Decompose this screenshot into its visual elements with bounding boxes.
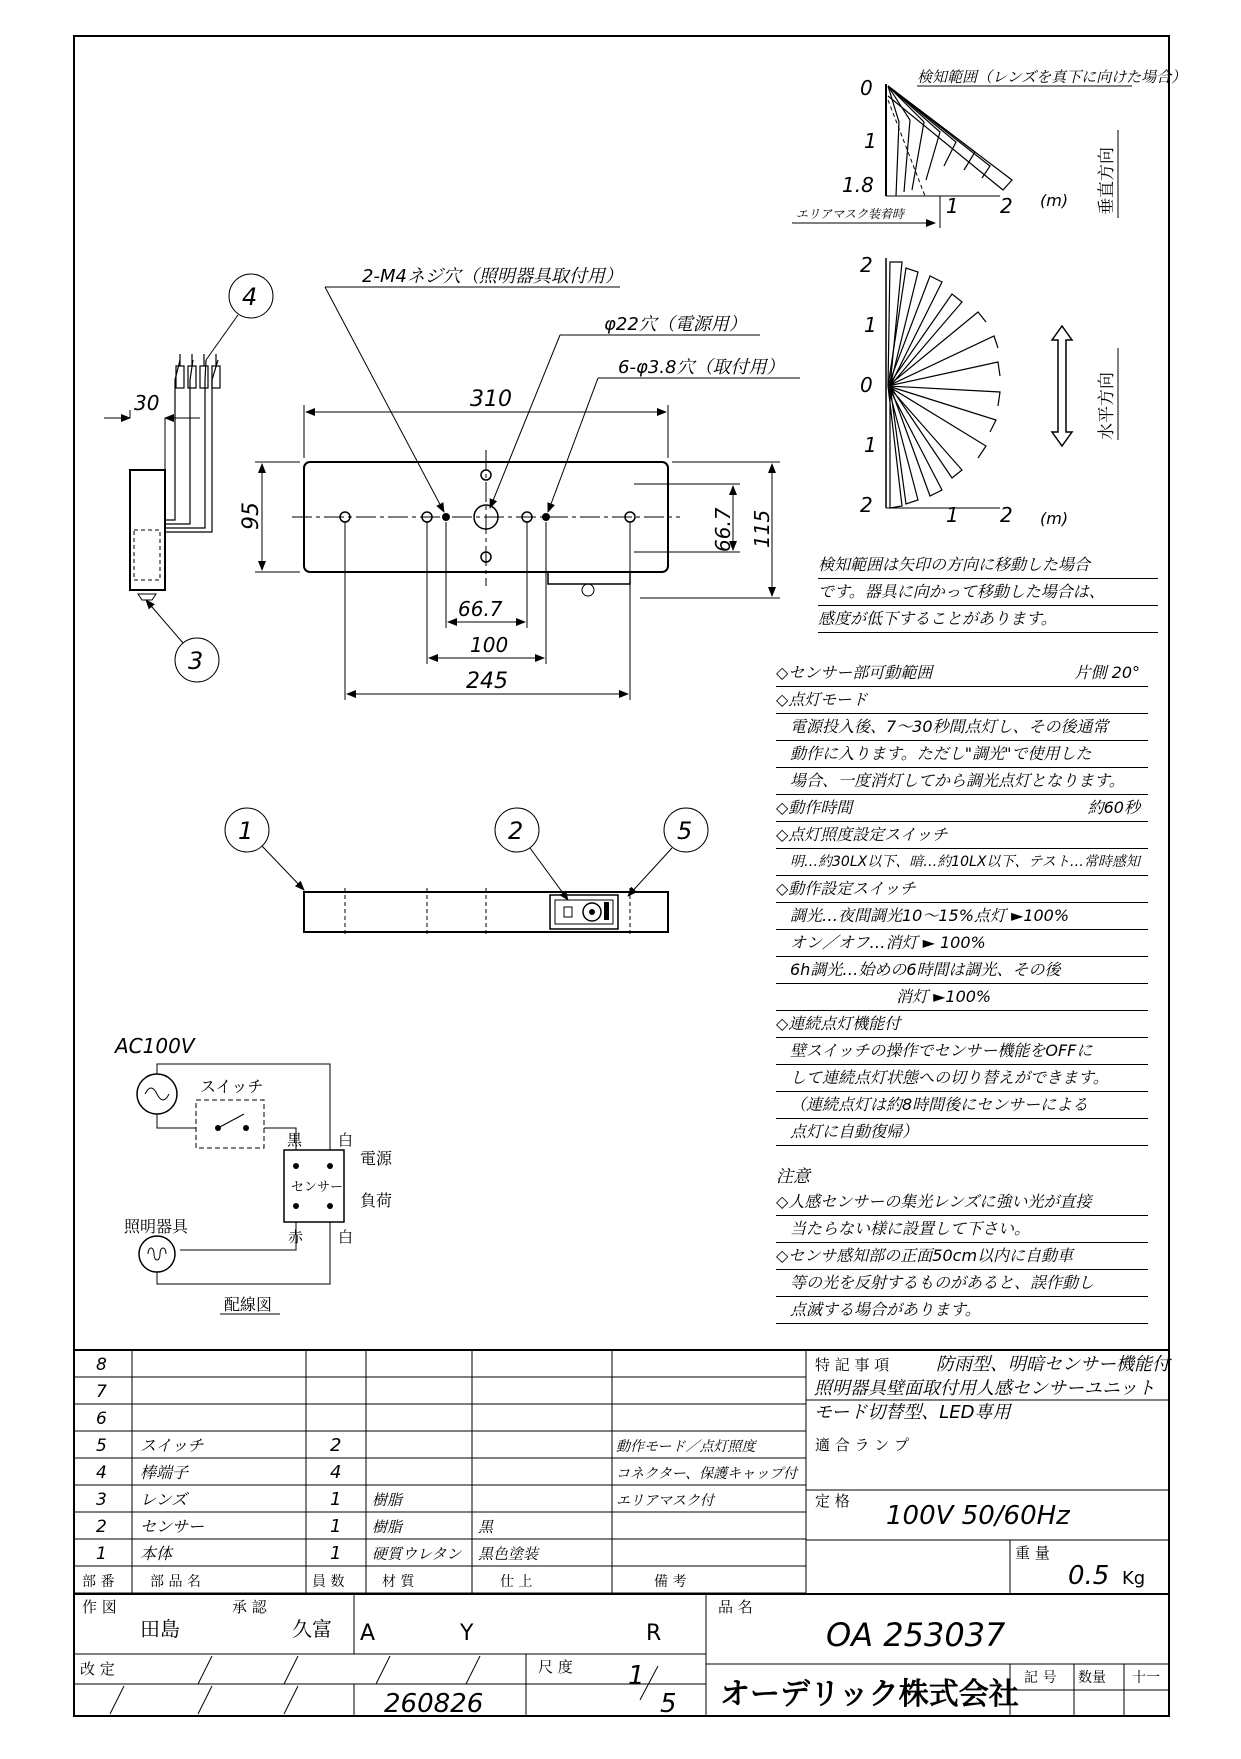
continuous-label: ◇連続点灯機能付 bbox=[776, 1011, 1148, 1038]
lead-wires bbox=[165, 354, 220, 532]
bidirectional-arrow-icon bbox=[1052, 326, 1072, 446]
table-cell-no: 8 bbox=[96, 1355, 107, 1375]
caution-notes bbox=[776, 1165, 1148, 1324]
desc-line1: 照明器具壁面取付用人感センサーユニット bbox=[814, 1378, 1156, 1399]
table-header-cell: 部 番 bbox=[82, 1574, 115, 1590]
table-cell-no: 5 bbox=[96, 1436, 107, 1456]
table-cell-name: スイッチ bbox=[140, 1436, 204, 1455]
sensor-label: センサー bbox=[291, 1180, 344, 1195]
caution-line: 点滅する場合があります。 bbox=[776, 1297, 1148, 1324]
table-cell-remark: コネクター、保護キャップ付 bbox=[616, 1466, 798, 1482]
special-value: 防雨型、明暗センサー機能付 bbox=[936, 1354, 1170, 1375]
light-mode-label: ◇点灯モード bbox=[776, 687, 1148, 714]
white-wire-top-label: 白 bbox=[338, 1131, 354, 1149]
wiring-caption: 配線図 bbox=[224, 1295, 273, 1314]
detect-note-line: 検知範囲は矢印の方向に移動した場合 bbox=[818, 552, 1158, 579]
dim-66-7-vertical: 66.7 bbox=[711, 507, 735, 552]
vertical-direction-label: 垂直方向 bbox=[1097, 147, 1117, 215]
horiz-x-tick-2: 2 bbox=[1000, 503, 1013, 527]
sensor-range-row bbox=[776, 660, 1148, 687]
caution-line: 当たらない様に設置して下さい。 bbox=[776, 1216, 1148, 1243]
callout-power-hole: φ22穴（電源用） bbox=[604, 314, 747, 335]
ac100v-label: AC100V bbox=[115, 1034, 195, 1058]
balloon-5: 5 bbox=[677, 817, 693, 845]
vertical-detection-sectors bbox=[888, 86, 1012, 196]
op-switch-line: 調光…夜間調光10～15%点灯 ►100% bbox=[776, 903, 1148, 930]
table-cell-remark: 動作モード／点灯照度 bbox=[616, 1439, 756, 1455]
table-cell-no: 4 bbox=[96, 1463, 107, 1483]
front-view bbox=[239, 266, 800, 700]
symbol-label: 記 号 bbox=[1024, 1670, 1057, 1686]
table-cell-no: 6 bbox=[96, 1409, 107, 1429]
table-cell-material: 樹脂 bbox=[372, 1491, 403, 1509]
spec-notes bbox=[776, 660, 1148, 1146]
lux-switch-label: ◇点灯照度設定スイッチ bbox=[776, 822, 1148, 849]
scale-numerator: 1 bbox=[628, 1661, 645, 1691]
vert-tick-1: 1 bbox=[864, 129, 877, 153]
horiz-tick-1-top: 1 bbox=[864, 313, 877, 337]
table-cell-name: 棒端子 bbox=[140, 1463, 189, 1482]
light-mode-line: 場合、一度消灯してから調光点灯となります。 bbox=[776, 768, 1148, 795]
sensor-range-value: 片側 20° bbox=[1074, 663, 1140, 682]
special-label: 特 記 事 項 bbox=[815, 1356, 890, 1374]
table-header-cell: 仕 上 bbox=[500, 1574, 533, 1590]
table-header-cell: 材 質 bbox=[382, 1574, 415, 1590]
lamp-label: 適 合 ラ ン プ bbox=[815, 1436, 910, 1454]
op-switch-label: ◇動作設定スイッチ bbox=[776, 876, 1148, 903]
light-mode-line: 電源投入後、7～30秒間点灯し、その後通常 bbox=[776, 714, 1148, 741]
horizontal-direction-label: 水平方向 bbox=[1097, 372, 1117, 440]
approved-label: 承 認 bbox=[232, 1598, 267, 1616]
continuous-line: （連続点灯は約8時間後にセンサーによる bbox=[776, 1092, 1148, 1119]
quantity-value: 十一 bbox=[1132, 1670, 1160, 1686]
drawn-label: 作 図 bbox=[82, 1598, 117, 1616]
horiz-unit: (m) bbox=[1040, 509, 1069, 528]
horiz-tick-0: 0 bbox=[860, 373, 873, 397]
op-time-row bbox=[776, 795, 1148, 822]
load-label: 負荷 bbox=[360, 1191, 393, 1210]
dim-100: 100 bbox=[470, 633, 509, 657]
red-wire-label: 赤 bbox=[288, 1228, 304, 1246]
bottom-view bbox=[225, 808, 708, 936]
white-wire-bottom-label: 白 bbox=[338, 1228, 354, 1246]
op-switch-line: 6h調光…始めの6時間は調光、その後 bbox=[776, 957, 1148, 984]
balloon-4: 4 bbox=[242, 283, 258, 311]
continuous-line: して連続点灯状態への切り替えができます。 bbox=[776, 1065, 1148, 1092]
rating-label: 定 格 bbox=[815, 1492, 850, 1510]
spec-block bbox=[814, 1354, 1172, 1591]
switch-label: スイッチ bbox=[200, 1077, 264, 1096]
table-cell-name: センサー bbox=[140, 1517, 205, 1536]
product-label: 品 名 bbox=[718, 1598, 753, 1616]
horiz-x-tick-1: 1 bbox=[946, 503, 959, 527]
table-cell-qty: 4 bbox=[330, 1462, 342, 1483]
vert-tick-0: 0 bbox=[860, 76, 873, 100]
desc-line2: モード切替型、LED専用 bbox=[814, 1402, 1011, 1423]
horizontal-detection-diagram bbox=[860, 253, 1118, 528]
detect-note-line: 感度が低下することがあります。 bbox=[818, 606, 1158, 633]
detect-note-line: です。器具に向かって移動した場合は、 bbox=[818, 579, 1158, 606]
approved-by: 久富 bbox=[292, 1617, 332, 1641]
sensor-range-label: ◇センサー部可動範囲 bbox=[776, 663, 933, 682]
table-cell-qty: 2 bbox=[330, 1435, 342, 1456]
fixture-label: 照明器具 bbox=[124, 1217, 189, 1236]
side-view bbox=[104, 274, 273, 682]
title-block bbox=[80, 1598, 1160, 1719]
dim-66-7-horizontal: 66.7 bbox=[458, 597, 503, 621]
horizontal-detection-sectors bbox=[888, 262, 1000, 508]
table-cell-finish: 黒 bbox=[478, 1518, 494, 1536]
vert-unit: (m) bbox=[1040, 191, 1069, 210]
caution-line: ◇人感センサーの集光レンズに強い光が直接 bbox=[776, 1189, 1148, 1216]
revision-r: R bbox=[646, 1621, 662, 1646]
horiz-tick-2-top: 2 bbox=[860, 253, 873, 277]
mount-holes bbox=[340, 470, 635, 562]
revision-label: 改 定 bbox=[80, 1660, 115, 1678]
caution-line: 等の光を反射するものがあると、誤作動し bbox=[776, 1270, 1148, 1297]
table-header-cell: 部 品 名 bbox=[150, 1574, 201, 1590]
op-switch-line: 消灯 ►100% bbox=[776, 984, 1148, 1011]
caution-title: 注意 bbox=[776, 1167, 810, 1187]
dim-310: 310 bbox=[470, 387, 512, 412]
table-cell-no: 2 bbox=[96, 1517, 107, 1537]
op-time-value: 約60秒 bbox=[1087, 798, 1140, 817]
horiz-tick-1-bottom: 1 bbox=[864, 433, 877, 457]
product-number: OA 253037 bbox=[826, 1616, 1006, 1654]
scale-label: 尺 度 bbox=[538, 1658, 573, 1676]
detection-note bbox=[818, 552, 1158, 633]
parts-table bbox=[82, 1355, 799, 1590]
dim-115: 115 bbox=[750, 509, 774, 548]
table-cell-name: レンズ bbox=[140, 1490, 188, 1509]
rating-value: 100V 50/60Hz bbox=[886, 1501, 1070, 1531]
op-switch-line: オン／オフ…消灯 ► 100% bbox=[776, 930, 1148, 957]
quantity-label: 数量 bbox=[1078, 1670, 1106, 1686]
black-wire-label: 黒 bbox=[287, 1131, 303, 1149]
vertical-diagram-title: 検知範囲（レンズを真下に向けた場合） bbox=[917, 68, 1187, 86]
company-name: オーデリック株式会社 bbox=[720, 1677, 1019, 1712]
table-cell-remark: エリアマスク付 bbox=[616, 1493, 714, 1509]
table-cell-qty: 1 bbox=[330, 1543, 342, 1564]
table-cell-no: 1 bbox=[96, 1544, 107, 1564]
balloon-3: 3 bbox=[188, 647, 204, 675]
table-cell-no: 7 bbox=[96, 1382, 107, 1402]
dim-95: 95 bbox=[239, 502, 264, 530]
table-cell-no: 3 bbox=[96, 1490, 107, 1510]
balloon-2: 2 bbox=[508, 817, 524, 845]
revision-a: A bbox=[360, 1621, 376, 1646]
table-cell-qty: 1 bbox=[330, 1516, 342, 1537]
table-cell-qty: 1 bbox=[330, 1489, 342, 1510]
dim-245: 245 bbox=[466, 669, 508, 694]
balloon-1: 1 bbox=[238, 817, 254, 845]
power-label: 電源 bbox=[360, 1149, 393, 1168]
weight-unit: Kg bbox=[1122, 1568, 1146, 1589]
area-mask-label: エリアマスク装着時 bbox=[796, 207, 905, 221]
vert-x-tick-2: 2 bbox=[1000, 194, 1013, 218]
vertical-detection-diagram bbox=[792, 68, 1186, 228]
table-header-cell: 備 考 bbox=[654, 1574, 687, 1590]
callout-mount-holes: 6-φ3.8穴（取付用） bbox=[618, 357, 785, 378]
table-cell-name: 本体 bbox=[140, 1544, 173, 1563]
scale-denominator: 5 bbox=[660, 1689, 677, 1719]
table-header-cell: 員 数 bbox=[312, 1574, 345, 1590]
vert-tick-1-8: 1.8 bbox=[842, 173, 874, 197]
table-cell-material: 樹脂 bbox=[372, 1518, 403, 1536]
light-mode-line: 動作に入ります。ただし"調光"で使用した bbox=[776, 741, 1148, 768]
dim-30: 30 bbox=[134, 391, 160, 415]
continuous-line: 点灯に自動復帰） bbox=[776, 1119, 1148, 1146]
op-time-label: ◇動作時間 bbox=[776, 798, 853, 817]
horiz-tick-2-bottom: 2 bbox=[860, 493, 873, 517]
vert-x-tick-1: 1 bbox=[946, 194, 959, 218]
weight-label: 重 量 bbox=[1015, 1544, 1050, 1562]
table-cell-material: 硬質ウレタン bbox=[372, 1545, 462, 1563]
caution-line: ◇センサ感知部の正面50cm以内に自動車 bbox=[776, 1243, 1148, 1270]
weight-value: 0.5 bbox=[1068, 1561, 1110, 1591]
lamp-icon bbox=[139, 1236, 175, 1272]
continuous-line: 壁スイッチの操作でセンサー機能をOFFに bbox=[776, 1038, 1148, 1065]
revision-y: Y bbox=[460, 1621, 474, 1646]
drawn-by: 田島 bbox=[140, 1617, 180, 1641]
lux-switch-line: 明…約30LX以下、暗…約10LX以下、テスト…常時感知 bbox=[776, 849, 1148, 876]
table-cell-finish: 黒色塗装 bbox=[478, 1545, 539, 1563]
callout-m4-holes: 2-M4ネジ穴（照明器具取付用） bbox=[362, 266, 623, 287]
wiring-diagram bbox=[113, 1034, 393, 1314]
date-code: 260826 bbox=[384, 1689, 484, 1719]
